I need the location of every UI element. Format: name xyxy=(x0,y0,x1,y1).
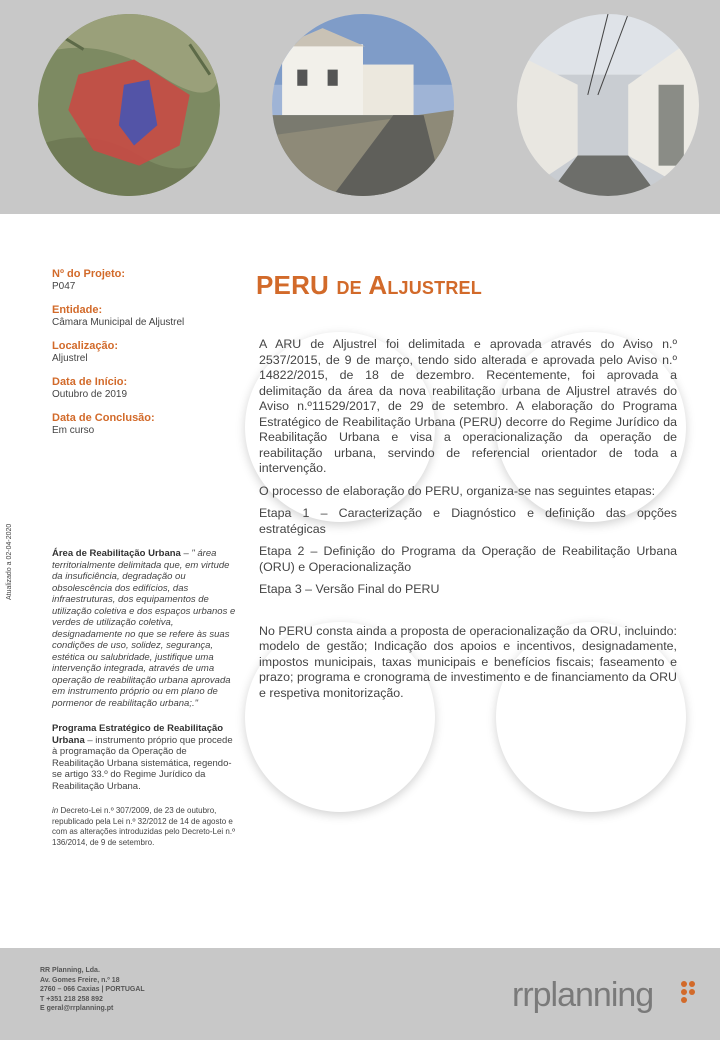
company-address xyxy=(40,966,145,1014)
header-band xyxy=(0,0,720,214)
legal-reference xyxy=(52,806,240,848)
project-meta xyxy=(52,268,242,448)
company-phone: T +351 218 258 892 xyxy=(40,995,103,1003)
glossary-peru-term: Programa Estratégico de Reabilitação Urbana xyxy=(52,723,224,746)
glossary-peru-definition: – instrumento próprio que procede à programação da Operação de Reabilitação Urbana sistemática, regendo-se artigo 33.º do Regime Jurídico da Reabilitação Urbana. xyxy=(52,734,233,792)
aerial-map-photo xyxy=(38,14,220,196)
meta-label-project-number: Nº do Projeto: xyxy=(52,268,126,280)
legal-prefix: in xyxy=(52,806,59,815)
company-name: RR Planning, Lda. xyxy=(40,967,100,974)
meta-label-start-date: Data de Início: xyxy=(52,376,128,388)
company-street: Av. Gomes Freire, n.º 18 xyxy=(40,976,120,984)
rrplanning-logo xyxy=(510,976,700,1020)
meta-value-end-date: Em curso xyxy=(52,425,95,436)
meta-value-location: Aljustrel xyxy=(52,353,88,364)
meta-value-start-date: Outubro de 2019 xyxy=(52,389,128,400)
glossary-aru-term: Área de Reabilitação Urbana xyxy=(52,548,181,559)
main-text xyxy=(259,337,677,708)
paragraph: Etapa 1 – Caracterização e Diagnóstico e definição das opções estratégicas xyxy=(259,506,677,536)
paragraph: O processo de elaboração do PERU, organiza-se nas seguintes etapas: xyxy=(259,483,656,498)
paragraph: A ARU de Aljustrel foi delimitada e aprovada através do Aviso n.º 2537/2015, de 9 de março, tendo sido alterada e aprovada pelo Aviso n.º 14822/2015, de 18 de dezembro. Recentemente, foi aprovada a delimitação da área da nova reabilitação urbana de Aljustrel através do Aviso n.º11529/2017, de 29 de setembro. A elaboração do Programa Estratégico de Reabilitação Urbana (PERU) decorre do Regime Jurídico da Reabilitação Urbana e visa a operacionalização da operação de reabilitação urbana, servindo de referencial orientador de toda a intervenção. xyxy=(259,337,677,475)
paragraph: Etapa 2 – Definição do Programa da Operação de Reabilitação Urbana (ORU) e Operacionalização xyxy=(259,544,677,574)
page-title xyxy=(256,270,482,301)
glossary-peru xyxy=(52,723,240,792)
title-rest: de Aljustrel xyxy=(336,270,482,300)
meta-label-entity: Entidade: xyxy=(52,304,103,316)
paragraph: Etapa 3 – Versão Final do PERU xyxy=(259,582,440,596)
glossary-aru xyxy=(52,548,240,709)
meta-label-end-date: Data de Conclusão: xyxy=(52,412,155,424)
company-city: 2760 – 066 Caxias | PORTUGAL xyxy=(40,986,145,993)
logo-text: rrplanning xyxy=(512,976,654,1014)
meta-label-location: Localização: xyxy=(52,340,119,352)
meta-value-entity: Câmara Municipal de Aljustrel xyxy=(52,317,185,328)
logo-dots-icon xyxy=(681,981,695,1003)
glossary xyxy=(52,548,240,862)
glossary-aru-definition: – " área territorialmente delimitada que, em virtude da insuficiência, degradação ou obsolescência dos edifícios, das infraestruturas, dos equipamentos de utilização coletiva e dos espaços urbanos e verdes de utilização coletiva, designadamente no que se refere às suas condições de uso, solidez, segurança, estética ou salubridade, justifique uma intervenção integrada, através de uma operação de reabilitação urbana aprovada em instrumento próprio ou em plano de pormenor de reabilitação urbana;." xyxy=(52,548,236,709)
legal-text: Decreto-Lei n.º 307/2009, de 23 de outubro, republicado pela Lei n.º 32/2012 de 14 de agosto e com as alterações introduzidas pelo Decreto-Lei n.º 136/2014, de 9 de setembro. xyxy=(52,806,236,847)
paragraph: No PERU consta ainda a proposta de operacionalização da ORU, incluindo: modelo de gestão; Indicação dos apoios e incentivos, designadamente, impostos municipais, taxas municipais e benefícios fiscais; faseamento e prazo; programa e cronograma de investimento e de financiamento da ORU e respetiva monitorização. xyxy=(259,623,677,700)
meta-value-project-number: P047 xyxy=(52,281,76,292)
street-houses-photo xyxy=(272,14,454,196)
title-main: PERU xyxy=(256,270,330,300)
narrow-street-photo xyxy=(517,14,699,196)
updated-note: Atualizado a 02-04-2020 xyxy=(6,523,13,600)
company-email: E geral@rrplanning.pt xyxy=(40,1005,114,1012)
